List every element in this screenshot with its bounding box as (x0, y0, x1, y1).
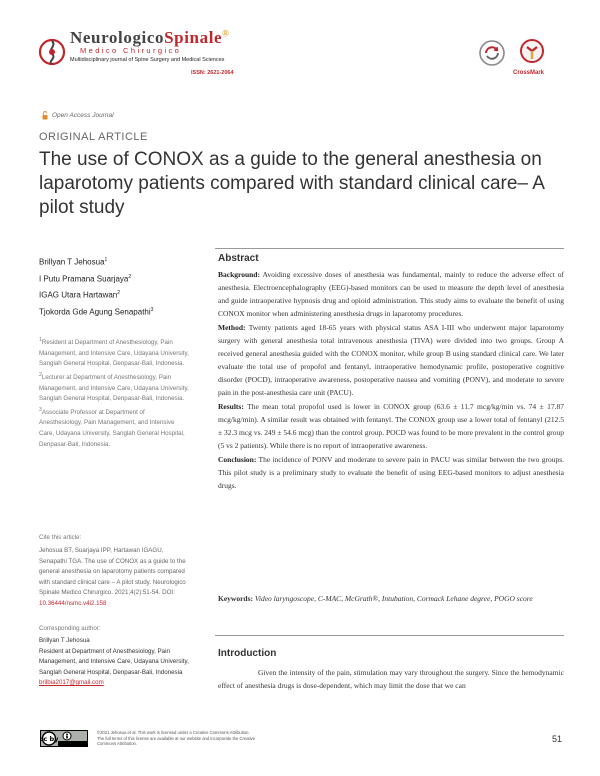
check-for-updates-icon[interactable] (478, 39, 506, 67)
corresponding-heading: Corresponding author: (39, 625, 101, 632)
abstract-body (218, 268, 564, 493)
cite-heading: Cite this article: (39, 534, 82, 541)
crossmark-icon[interactable] (519, 38, 545, 68)
article-title: The use of CONOX as a guide to the general anesthesia on laparotomy patients compared with standard clinical care– A pilot study (39, 149, 544, 218)
abstract-heading: Abstract (218, 253, 259, 264)
corresponding-email-link[interactable]: brilbia2017@gmail.com (39, 679, 104, 687)
open-access-lock-icon (42, 111, 48, 120)
cc-badge-text: cc by (40, 735, 59, 743)
journal-name-part-a: Neurologico (70, 28, 165, 47)
abstract-results: Results: The mean total propofol used is lower in CONOX group (63.6 ± 11.7 mcg/kg/min vs. 74 ± 17.87 mcg/kg/min). A similar result was obtained with fentanyl. The CONOX group use a lower total of fentanyl (212.5 ± 32.3 mcg vs. 249 ± 54.6 mcg) than the control group. POCD was found to be more prevalent in the control group (5 vs 2 patients). While there is no report of intraoperative awareness. (218, 402, 564, 450)
journal-logo-icon (37, 36, 67, 68)
open-access-label: Open Access Journal (52, 112, 114, 119)
introduction-heading: Introduction (218, 648, 277, 659)
abstract-background: Background: Avoiding excessive doses of anesthesia was fundamental, mainly to reduce the adverse effect of anesthesia. Electroencephalography (EEG)-based monitors can be used to measure the depth level of anesthesia and guide intraoperative hypnosis drug and opioid administration. This study aims to evaluate the benefit of using CONOX monitor when administering anesthesia drugs in laparotomy procedures. (218, 270, 564, 318)
corresponding-author (39, 636, 189, 689)
journal-tagline: Multidisciplinary journal of Spine Surgery and Medical Sciences (70, 57, 225, 63)
journal-name-part-b: Spinale (164, 28, 223, 47)
creative-commons-badge-icon[interactable] (40, 730, 88, 747)
author: IGAG Utara Hartawan$^2$ (39, 290, 121, 300)
affiliation: $^2$Lecturer at Department of Anesthesiology, Pain Management, and Intensive Care, Udayana University, Sanglah General Hospital, Denpasar-Bali, Indonesia. (39, 371, 189, 403)
abstract-divider-bottom (215, 635, 564, 636)
doi-link[interactable]: 10.36444/nsmc.v4i2.158 (39, 599, 107, 607)
journal-name (70, 28, 230, 48)
author-list (39, 253, 153, 320)
license-text: ©2021 Jehosua et al. This work is licensed under a Creative Commons Attribution. The full terms of this license are available at our website and incorporate the Creative Commons Attribution. (97, 730, 256, 746)
abstract-divider-top (215, 248, 564, 249)
issn: ISSN: 2621-2064 (191, 70, 234, 76)
affiliation: $^3$Associate Professor at Department of Anesthesiology, Pain Management, and Intensive Care, Udayana University, Sanglah General Hospital, Denpasar-Bali, Indonesia. (39, 406, 185, 448)
crossmark-label: CrossMark (513, 70, 545, 76)
affiliation: $^1$Resident at Department of Anesthesiology, Pain Management, and Intensive Care, Udayana University, Sanglah General Hospital, Denpasar-Bali, Indonesia. (39, 337, 189, 368)
abstract-method: Method: Twenty patients aged 18-65 years with physical status ASA I-III who underwent major laparotomy surgery with general anesthesia total intravenous anesthesia (TIVA) were divided into two groups. Group A received general anesthesia guided with the CONOX monitor, while group B using standard clinical care. We later evaluate the total use of propofol and fentanyl, intraoperative hemodynamic profile, postoperative cognitive disorder (POCD), intraoperative awareness, postoperative nausea and vomiting (PONV), and moderate to severe pain in the post-anesthesia care unit (PACU). (218, 323, 564, 397)
page-number: 51 (552, 734, 563, 744)
keywords (218, 592, 564, 605)
citation-text: Jehosua BT, Suarjaya IPP, Hartawan IGAGU, Senapathi TGA. The use of CONOX as a guide to the general anesthesia on laparotomy patients compared with standard clinical care – A pilot study. Neurologico Spinale Medico Chirurgico. 2021;4(2):51-54. DOI: (39, 547, 186, 597)
introduction-text: Given the intensity of the pain, stimulation may vary throughout the surgery. Since the hemodynamic effect of anesthesia drugs is dose-dependent, which may limit the dose that we can (218, 668, 564, 690)
keywords-label: Keywords: (218, 594, 253, 603)
registered-mark: ® (222, 28, 230, 39)
author: Brillyan T Jehosua$^1$ (39, 257, 108, 267)
corresponding-name: Brillyan T Jehosua (39, 637, 90, 644)
author: I Putu Pramana Suarjaya$^2$ (39, 273, 132, 284)
affiliation-list (39, 335, 189, 450)
corresponding-address: Resident at Department of Anesthesiology, Pain Management, and Intensive Care, Udayana University, Sanglah General Hospital, Denpasar-Bali, Indonesia (39, 647, 189, 676)
keywords-list: Video laryngoscope, C-MAC, McGrath®, Intubation, Cormack Lehane degree, POGO score (254, 594, 533, 603)
author: Tjokorda Gde Agung Senapathi$^3$ (39, 306, 154, 317)
abstract-conclusion: Conclusion: The incidence of PONV and moderate to severe pain in PACU was similar between the two groups. This pilot study is a preliminary study to evaluate the benefit of using EEG-based monitors to adjust anesthesia drugs. (218, 455, 564, 490)
article-type: ORIGINAL ARTICLE (39, 131, 148, 143)
citation (39, 546, 189, 610)
journal-subtitle: Medico Chirurgico (80, 46, 182, 55)
